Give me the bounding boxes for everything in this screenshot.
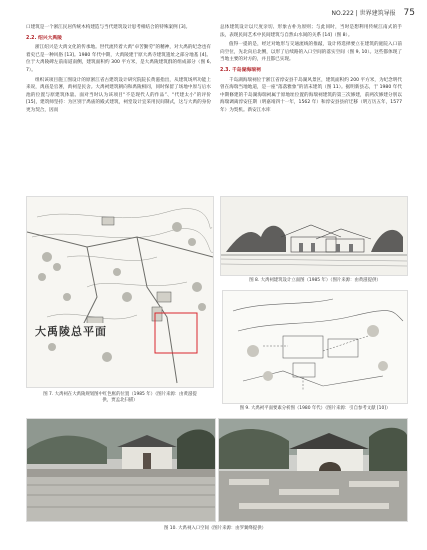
figure-8-elevation-sketch xyxy=(220,196,408,276)
page-number: 75 xyxy=(403,8,415,18)
figure-10-photo-left xyxy=(26,418,216,522)
plan-title: 大禹陵总平面 xyxy=(35,325,107,338)
paragraph: 口建筑是一个浙江民居传统木构建造与当代建筑设计思考相结合的特殊案例 [3]。 xyxy=(26,25,191,30)
figure-9-plan-analysis xyxy=(222,290,408,404)
plan-analysis-drawing xyxy=(223,291,407,403)
section-heading: 2.3. 千岛湖海瑞祠 xyxy=(220,67,261,73)
figure-8-caption: 图 8. 大禹祠建筑设计立面图（1985 年）（图片来源：由黄滋提供） xyxy=(249,278,381,283)
figure-7-site-plan xyxy=(26,196,214,388)
figure-9-caption: 图 9. 大禹祠平面要素分析图（1980 年代）（图片来源：引自参考文献 [10]） xyxy=(239,406,391,411)
figure-7-caption: 图 7. 大禹祠在大禹陵规划图中红色框的位置（1985 年）（图片来源：由黄滋提供，贾孟北扫描） xyxy=(43,392,197,403)
left-text-column xyxy=(26,24,211,194)
site-plan-drawing xyxy=(27,197,213,387)
figure-10-caption: 图 10. 大禹祠入口空间（图片来源：由罗翼绛提供） xyxy=(164,526,266,531)
entrance-photo-left xyxy=(27,419,215,521)
right-text-column xyxy=(220,24,402,194)
section-heading: 2.2. 绍兴大禹陵 xyxy=(26,35,62,41)
paragraph: 浙江绍兴是大禹文化的传承地。世代流传着大禹“卓苦勤劳”的精神，对大禹的纪念也有着史已是一种风俗 [13]。1980 年代中期，大禹陵建于原大禹寺建筑遗址之部分地基 [4]。位于大禹陵碑左前南道南侧，建筑面积约 300 平方米，是大禹陵建筑群的组成部分（图 6, 7）。 xyxy=(26,45,211,73)
paragraph: 值得一提的是，经过对地形与交通流线的推敲，设计将选择要立在建筑的庭院入口前向空位，先北向后北侧，以形了后续路的入口空间的落实空间（图 9, 10）。这些都体现了当地主要的对方的，并且都已实现。 xyxy=(220,42,402,63)
figure-10-photo-right xyxy=(218,418,408,522)
paragraph: 组织该项目施工图设计的原浙江省古建筑设计研究院院长黄滋指出，从建筑场所功能上来说，禹庙是官署，禹祠是民舍。大禹祠建筑朝向和禹陵相同，同时保留了场地中原与后水池的位置与原建筑体量。面对当时认为该项目“不是现代人的作品”、“代建太小”的评价 [15]，建筑师坚持：为区别于禹庙的殿式建筑，祠堂设计宜采用民间制式，这与大禹的身份更为契合，因而 xyxy=(26,77,211,113)
issue-label: NO.222 | 世界建筑导报 xyxy=(331,10,396,17)
page-header xyxy=(331,8,415,18)
elevation-sketch-drawing xyxy=(221,197,407,275)
entrance-photo-right xyxy=(219,419,407,521)
paragraph: 千岛湖海瑞祠位于浙江省淳安县千岛湖风景区，建筑面积约 200 平方米，为纪念明代曾在海瑞当地地道，是一座“落落雅象”的清末建筑（图 11）。据明新县志，于 1980 年代中期修建的千岛湖海瑞祠属于原地址位置的海瑞祠建筑的第三次修建，前两次修建分别以海瑞调离淳安任期（明嘉靖四十一年，1562 年）和淳安县县府迁移（明万历五年，1577 年）为契机。新安江水库 xyxy=(220,77,402,113)
paragraph: 总体建筑设计以尺度亲切、形象古朴为原则；与此同时，当时是想利用传统江南式的手法，表现民间艺术中民间建筑与自然山水间的关系 [14]（图 8）。 xyxy=(220,25,402,38)
